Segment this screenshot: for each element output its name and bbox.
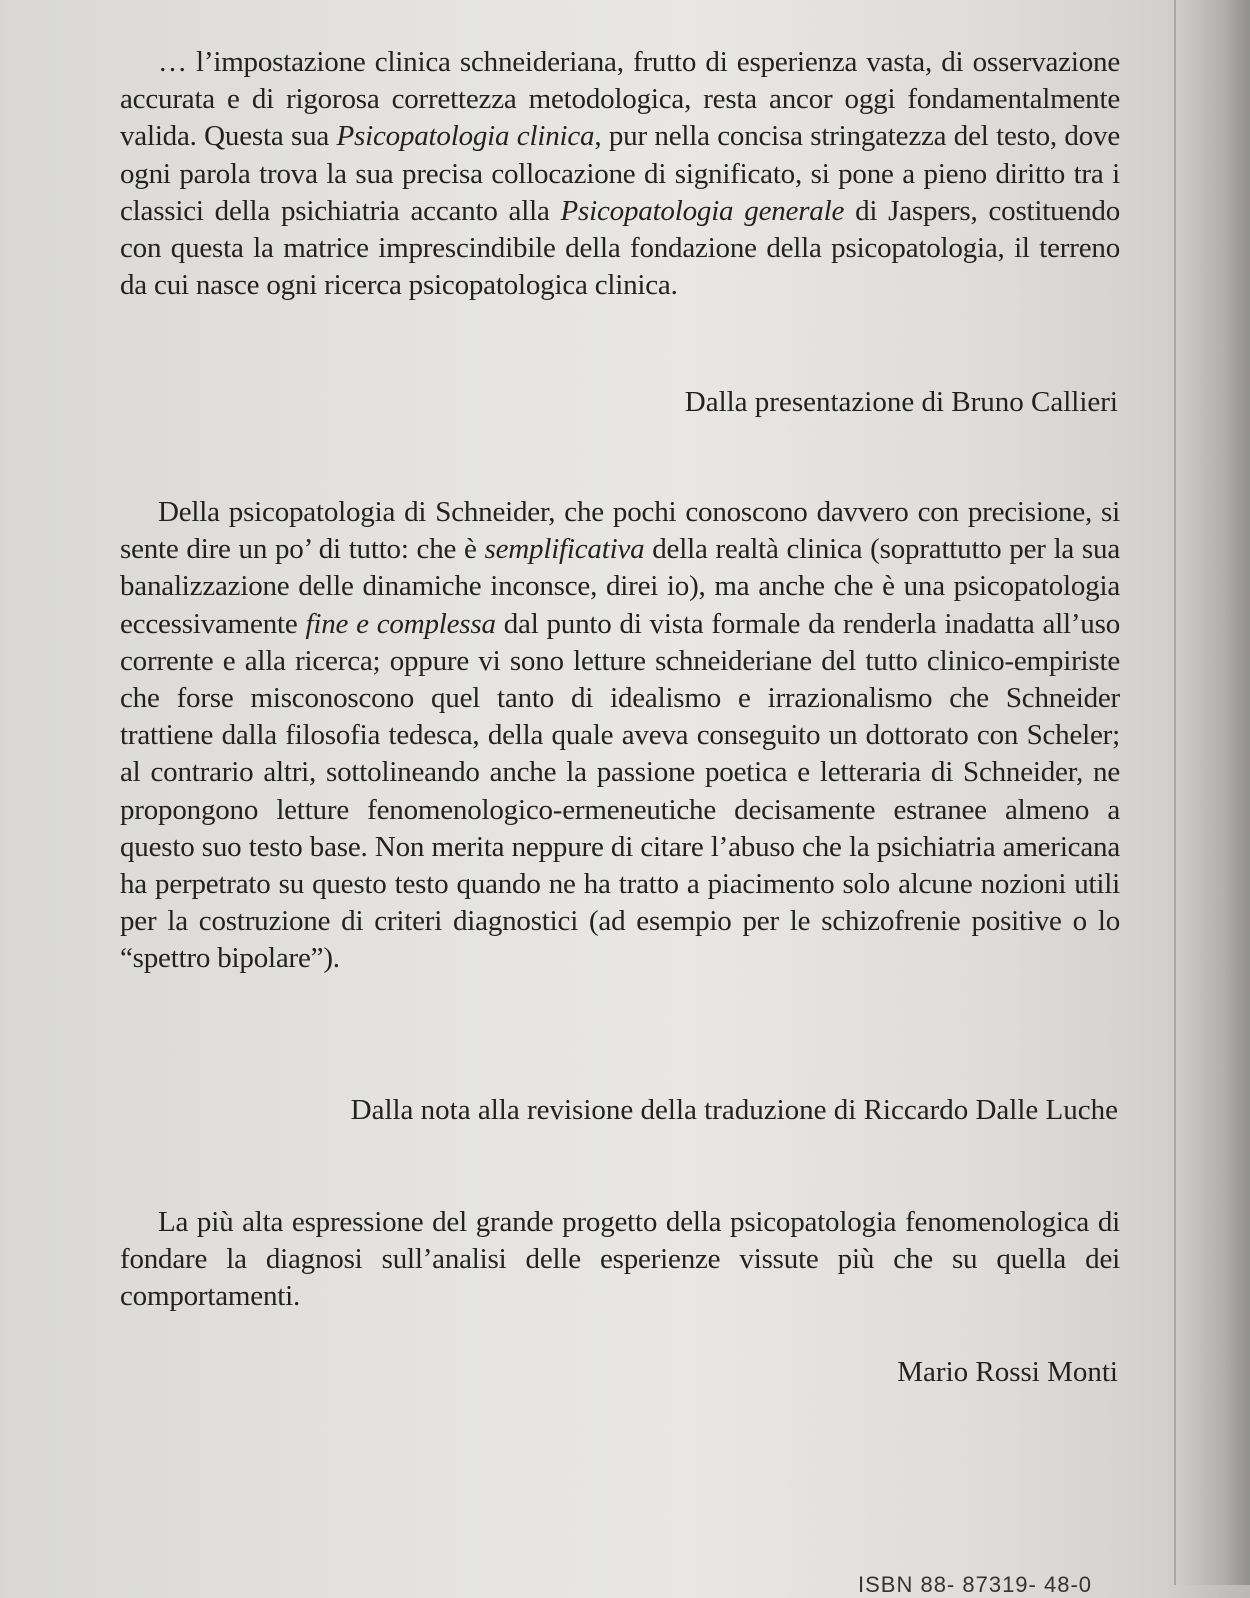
quote-callieri-italic-jaspers: Psicopatologia generale: [560, 194, 845, 227]
quote-rossi-monti-paragraph: La più alta espressione del grande progetto della psicopatologia fenomenologica di fondare la diagnosi sull’analisi delle esperienze vissute più che su quella dei comportamenti.: [120, 1206, 1120, 1313]
quote-dalle-luche-text-b: della realtà clinica (soprattutto per la sua banalizzazione delle dinamiche inconsce, direi io), ma anche che è una psicopatologia eccessivamente: [120, 533, 1120, 640]
page-edge-shadow: [1180, 0, 1250, 1585]
quote-callieri-text-b: , pur nella concisa stringatezza del testo, dove ogni parola trova la sua precisa collocazione di significato, si pone a pieno diritto tra i classici della psichiatria accanto alla: [120, 120, 1120, 227]
attribution-dalle-luche: Dalla nota alla revisione della traduzione di Riccardo Dalle Luche: [350, 1094, 1118, 1126]
quote-dalle-luche-paragraph: [120, 494, 1120, 978]
quote-callieri-italic-title: Psicopatologia clinica: [336, 120, 595, 153]
quote-dalle-luche-text-a: Della psicopatologia di Schneider, che pochi conoscono davvero con precisione, si sente dire un po’ di tutto: che è: [120, 496, 1120, 566]
quote-dalle-luche-text-c: dal punto di vista formale da renderla inadatta all’uso corrente e alla ricerca; oppure vi sono letture schneideriane del tutto clinico-empiriste che forse misconoscono quel tanto di idealismo e irrazionalismo che Schneider trattiene dalla filosofia tedesca, della quale aveva conseguito un dottorato con Scheler; al contrario altri, sottolineando anche la passione poetica e letteraria di Schneider, ne propongono letture fenomenologico-ermeneutiche decisamente estranee almeno a questo suo testo base. Non merita neppure di citare l’abuso che la psichiatria americana ha perpetrato su questo testo quando ne ha tratto a piacimento solo alcune nozioni utili per la costruzione di criteri diagnostici (ad esempio per le schizofrenie positive o lo “spettro bipolare”).: [120, 607, 1120, 975]
quote-dalle-luche-italic-semplificativa: semplificativa: [484, 533, 645, 566]
isbn-number: ISBN 88- 87319- 48-0: [858, 1572, 1093, 1597]
page-fold-line: [1174, 0, 1176, 1585]
quote-callieri-text-c: di Jaspers, costituendo con questa la matrice imprescindibile della fondazione della psicopatologia, il terreno da cui nasce ogni ricerca psicopatologica clinica.: [120, 194, 1120, 302]
attribution-rossi-monti: Mario Rossi Monti: [897, 1356, 1118, 1388]
quote-dalle-luche-italic-fine: fine e complessa: [305, 607, 496, 640]
quote-rossi-monti: [120, 1204, 1120, 1316]
quote-callieri-text-a: … l’impostazione clinica schneideriana, frutto di esperienza vasta, di osservazione accurata e di rigorosa correttezza metodologica, resta ancor oggi fondamentalmente valida. Questa sua: [120, 46, 1120, 153]
quote-dalle-luche: [120, 494, 1120, 978]
attribution-callieri: Dalla presentazione di Bruno Callieri: [684, 386, 1118, 418]
quote-callieri: [120, 44, 1120, 304]
quote-callieri-paragraph: [120, 44, 1120, 304]
